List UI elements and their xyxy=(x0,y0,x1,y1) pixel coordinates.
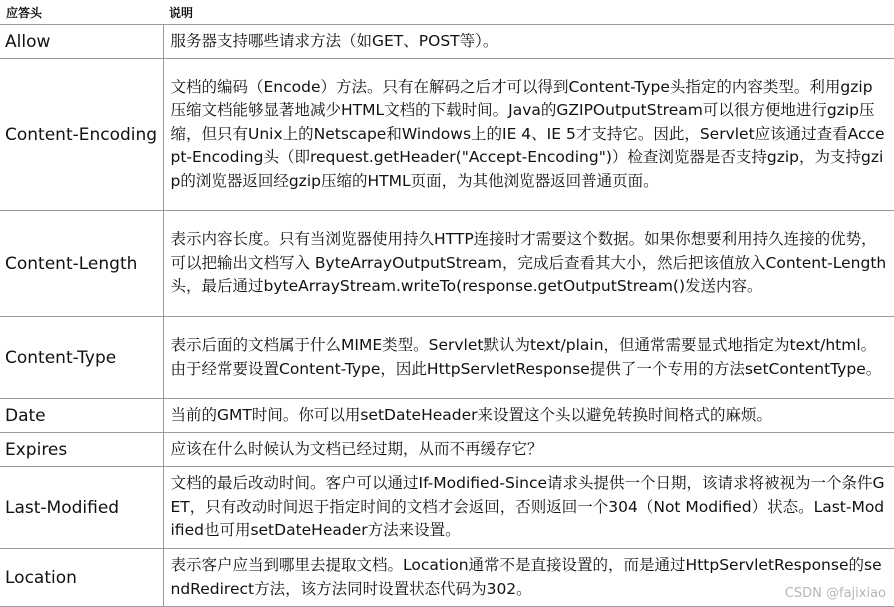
table-row xyxy=(0,317,894,399)
header-name-column: 应答头 xyxy=(0,0,163,25)
table-row xyxy=(0,467,894,549)
header-description: 表示内容长度。只有当浏览器使用持久HTTP连接时才需要这个数据。如果你想要利用持久连接的优势，可以把输出文档写入 ByteArrayOutputStream，完成后查看其大小，然后把该值放入Content-Length头，最后通过byteArrayStream.writeTo(response.getOutputStream()发送内容。 xyxy=(163,211,894,317)
table-row xyxy=(0,59,894,211)
header-name: Content-Type xyxy=(0,317,163,399)
header-description: 表示后面的文档属于什么MIME类型。Servlet默认为text/plain，但通常需要显式地指定为text/html。由于经常要设置Content-Type，因此HttpServletResponse提供了一个专用的方法setContentType。 xyxy=(163,317,894,399)
header-name: Content-Encoding xyxy=(0,59,163,211)
table-row xyxy=(0,549,894,607)
table-header-row xyxy=(0,0,894,25)
header-description: 服务器支持哪些请求方法（如GET、POST等）。 xyxy=(163,25,894,59)
header-name: Expires xyxy=(0,433,163,467)
header-description: 文档的编码（Encode）方法。只有在解码之后才可以得到Content-Type头指定的内容类型。利用gzip压缩文档能够显著地减少HTML文档的下载时间。Java的GZIPOutputStream可以很方便地进行gzip压缩，但只有Unix上的Netscape和Windows上的IE 4、IE 5才支持它。因此，Servlet应该通过查看Accept-Encoding头（即request.getHeader("Accept-Encoding")）检查浏览器是否支持gzip，为支持gzip的浏览器返回经gzip压缩的HTML页面，为其他浏览器返回普通页面。 xyxy=(163,59,894,211)
header-desc-column: 说明 xyxy=(163,0,894,25)
header-name: Last-Modified xyxy=(0,467,163,549)
header-name: Date xyxy=(0,399,163,433)
header-description: 表示客户应当到哪里去提取文档。Location通常不是直接设置的，而是通过HttpServletResponse的sendRedirect方法，该方法同时设置状态代码为302。 xyxy=(163,549,894,607)
table-row xyxy=(0,25,894,59)
table-row xyxy=(0,211,894,317)
watermark: CSDN @fajixiao xyxy=(784,586,886,601)
header-name: Allow xyxy=(0,25,163,59)
header-name: Location xyxy=(0,549,163,607)
header-description: 当前的GMT时间。你可以用setDateHeader来设置这个头以避免转换时间格式的麻烦。 xyxy=(163,399,894,433)
table-row xyxy=(0,399,894,433)
header-description: 应该在什么时候认为文档已经过期，从而不再缓存它？ xyxy=(163,433,894,467)
header-description: 文档的最后改动时间。客户可以通过If-Modified-Since请求头提供一个日期，该请求将被视为一个条件GET，只有改动时间迟于指定时间的文档才会返回，否则返回一个304（Not Modified）状态。Last-Modified也可用setDateHeader方法来设置。 xyxy=(163,467,894,549)
header-name: Content-Length xyxy=(0,211,163,317)
table-row xyxy=(0,433,894,467)
